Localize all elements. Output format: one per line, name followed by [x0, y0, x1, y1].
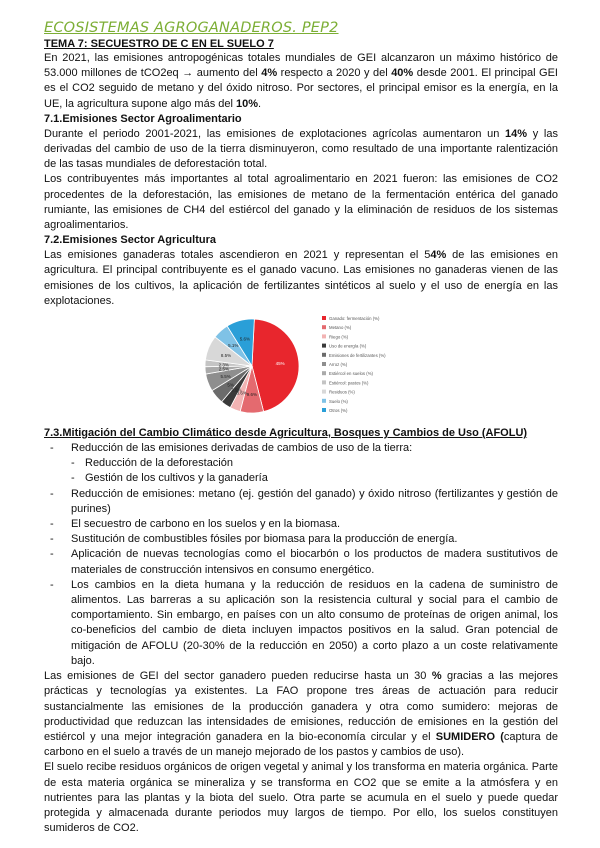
- pie-slice-label: 2.5%: [218, 366, 230, 372]
- pie-slice-label: 5%: [227, 382, 234, 388]
- pie-chart-svg: [194, 310, 434, 422]
- legend-label: Emisiones de fertilizantes (%): [329, 352, 386, 358]
- section-7-3-title: 7.3.Mitigación del Cambio Climático desde Agricultura, Bosques y Cambios de Uso (AFOLU): [44, 427, 528, 440]
- sub-list-item: - Reducción de la deforestación: [44, 456, 558, 471]
- closing-paragraph-2: El suelo recibe residuos orgánicos de origen vegetal y animal y los transforma en materia orgánica. Parte de esta materia orgánica se mineraliza y se transforma en CO2 que se emite a la atmósfera y en nutrientes para las plantas y la biota del suelo. Otra parte se acumula en el suelo y puede quedar protegida y almacenada durante periodos muy largos de tiempo. Por ello, los suelos constituyen sumideros de CO2.: [44, 761, 558, 835]
- legend-label: Otros (%): [329, 408, 348, 414]
- list-item: - Aplicación de nuevas tecnologías como el biocarbón o los productos de madera sustitutivos de materiales de construcción intensivos en consumo energético.: [44, 547, 558, 577]
- legend-swatch: [322, 408, 326, 412]
- document-header: ECOSISTEMAS AGROGANADEROS. PEP2: [44, 20, 339, 36]
- list-item: - Reducción de emisiones: metano (ej. gestión del ganado) y óxido nitroso (fertilizantes y gestión de purines): [44, 487, 558, 517]
- pie-slice-label: 3.5%: [231, 387, 242, 393]
- legend-swatch: [322, 334, 326, 338]
- legend-swatch: [322, 344, 326, 348]
- legend-swatch: [322, 316, 326, 320]
- document-page: [44, 20, 558, 836]
- pie-slice-label: 8.5%: [220, 353, 232, 359]
- legend-swatch: [322, 390, 326, 394]
- closing-paragraph-1: Las emisiones de GEI del sector ganadero pueden reducirse hasta un 30 % gracias a las mejores prácticas y tecnologías ya existentes. La FAO propone tres áreas de actuación para reducir sustancialmente las emisiones de la producción ganadera y otra como sumidero: mejoras de productividad que reduzcan las intensidades de emisiones, reducción de emisiones en la gestión del estiércol y una mejor integración ganadera en la bio-economía circular y el SUMIDERO (captura de carbono en el suelo a través de un manejo mejorado de los pastos y cambios de uso).: [44, 670, 559, 759]
- legend-label: Estiércol en suelos (%): [329, 371, 373, 377]
- pie-slice-label: 5.5%: [220, 374, 231, 380]
- legend-label: Estiércol: pastos (%): [329, 380, 369, 386]
- pie-slice-label: 2.3%: [218, 362, 229, 368]
- legend-label: Arroz (%): [329, 362, 348, 368]
- pie-slice-label: 5.1%: [228, 343, 239, 349]
- sub-list: [71, 456, 558, 486]
- list-item: - Reducción de las emisiones derivadas de cambios de uso de la tierra: - Reducción de la deforestación - Gestión de los cultivos y la ganadería: [44, 441, 558, 487]
- section-7-2-paragraph: Las emisiones ganaderas totales ascendieron en 2021 y representan el 54% de las emisiones en agricultura. El principal contribuyente es el ganado vacuno. Las emisiones no ganaderas vienen de las emisiones de los cultivos, la aplicación de fertilizantes sintéticos al suelo y el uso de energía en las explotaciones.: [44, 249, 558, 307]
- section-7-1-paragraph-2: Los contribuyentes más importantes al total agroalimentario en 2021 fueron: las emisiones de CO2 procedentes de la deforestación, las emisiones de metano de la fermentación entérica del ganado rumiante, las emisiones de CH4 del estiércol del ganado y la eliminación de residuos de los sistemas agroalimentarios.: [44, 173, 558, 232]
- legend-label: Residuos (%): [329, 389, 355, 395]
- section-7-1-title: 7.1.Emisiones Sector Agroalimentario: [44, 112, 242, 125]
- section-7-1-paragraph-1: Durante el periodo 2001-2021, las emisiones de explotaciones agrícolas aumentaron un 14% y las derivadas del cambio de uso de la tierra disminuyeron, como resultado de una importante ralentización de las tasas mundiales de deforestación total.: [44, 127, 558, 171]
- mitigation-list: [44, 441, 558, 669]
- legend-swatch: [322, 380, 326, 384]
- tema-title: TEMA 7: SECUESTRO DE C EN EL SUELO 7: [44, 38, 274, 50]
- legend-swatch: [322, 371, 326, 375]
- pie-slice-label: 3.6%: [236, 390, 247, 396]
- legend-swatch: [322, 325, 326, 329]
- legend-swatch: [322, 362, 326, 366]
- legend-label: Ganado: fermentación (%): [329, 316, 380, 322]
- legend-swatch: [322, 399, 326, 403]
- legend-swatch: [322, 353, 326, 357]
- legend-label: Riego (%): [329, 334, 349, 340]
- legend-label: Suelo (%): [329, 398, 348, 404]
- legend-label: Metano (%): [329, 325, 352, 331]
- sub-list-item: - Gestión de los cultivos y la ganadería: [44, 471, 558, 486]
- list-item: - El secuestro de carbono en los suelos y en la biomasa.: [44, 517, 558, 532]
- pie-slice-label: 9.6%: [246, 392, 258, 398]
- pie-slice-label: 5.6%: [239, 336, 251, 342]
- emissions-pie-chart: [44, 310, 558, 422]
- legend-label: Uso de energía (%): [329, 343, 367, 349]
- list-item: - Los cambios en la dieta humana y la reducción de residuos en la cadena de suministro de alimentos. Las barreras a su aplicación son la resistencia cultural y social para el cambio de comportamiento. Sin embargo, en países con un alto consumo de proteínas de origen animal, los co-beneficios del cambio de dieta incluyen impactos positivos en la salud. Gran potencial de mitigación de AFOLU (20-30% de la reducción en 2050) a corto plazo a un coste relativamente bajo.: [44, 578, 558, 669]
- section-7-2-title: 7.2.Emisiones Sector Agricultura: [44, 234, 216, 247]
- intro-paragraph: En 2021, las emisiones antropogénicas totales mundiales de GEI alcanzaron un máximo histórico de 53.000 millones de tCO2eq → aumento del 4% respecto a 2020 y del 40% desde 2001. El principal GEI es el CO2 seguido de metano y del óxido nitroso. Por sectores, el principal emisor es la energía, en la UE, la agricultura supone algo más del 10%.: [44, 52, 558, 110]
- list-item: - Sustitución de combustibles fósiles por biomasa para la producción de energía.: [44, 532, 558, 547]
- pie-slice-label: 45%: [275, 361, 285, 367]
